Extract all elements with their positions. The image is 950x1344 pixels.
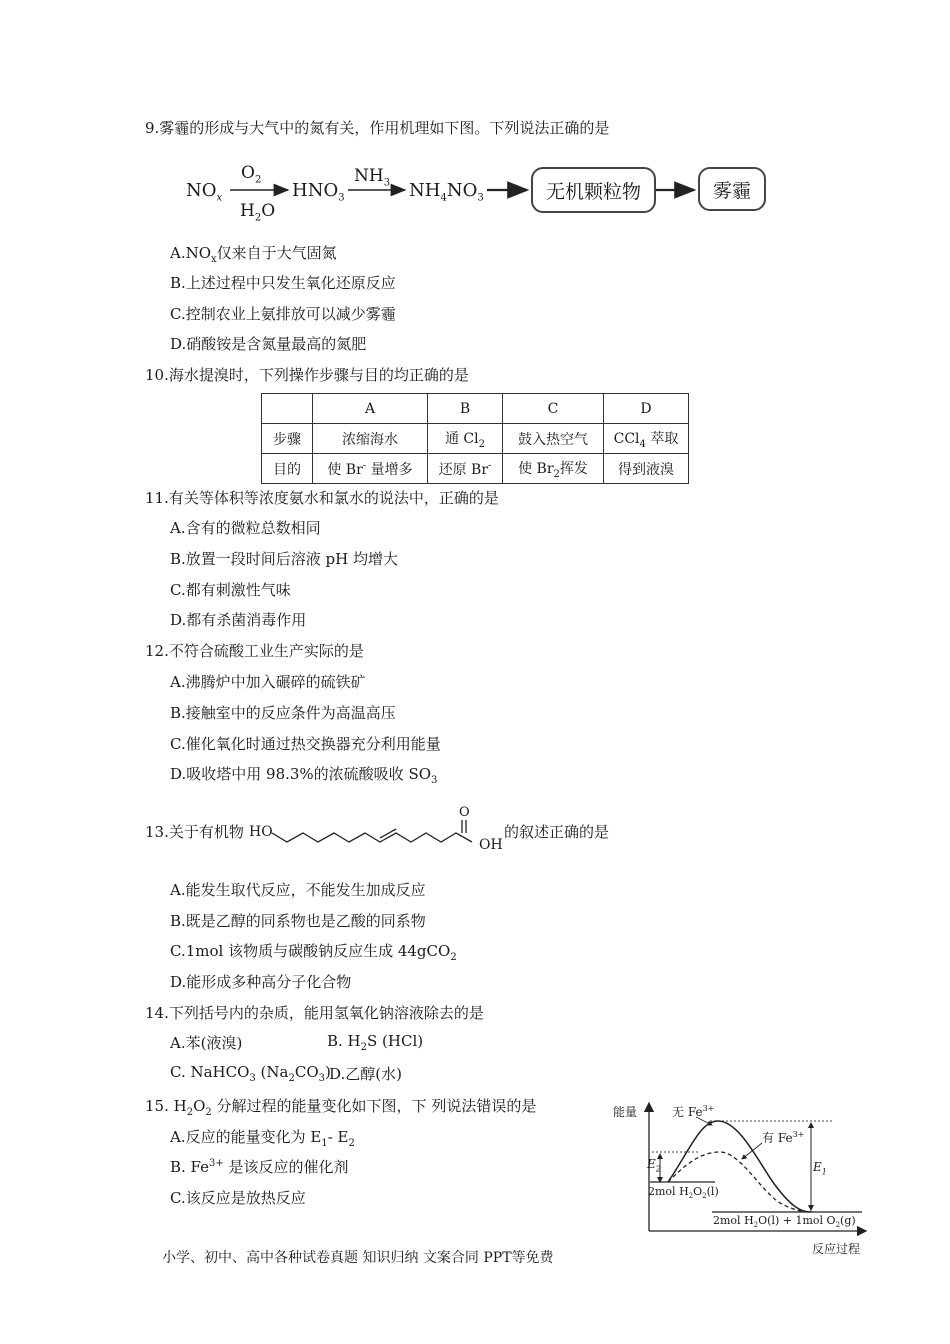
q15-option-a: A.反应的能量变化为 $E_1-$ $E_2$ <box>170 1128 355 1149</box>
e2-label: $E_2$ <box>647 1157 661 1174</box>
nox-label: $NO_x$ <box>186 180 223 204</box>
table-cell: A <box>313 394 428 424</box>
haze-box: 雾霾 <box>698 167 766 211</box>
o-label: O <box>459 805 470 820</box>
q9-stem: 9.雾霾的形成与大气中的氮有关，作用机理如下图。下列说法正确的是 <box>145 119 610 137</box>
q13-stem-post: 的叙述正确的是 <box>504 823 610 841</box>
q11-option-a: A.含有的微粒总数相同 <box>170 519 321 537</box>
q12-option-a: A.沸腾炉中加入碾碎的硫铁矿 <box>170 673 366 691</box>
q15-option-c: C.该反应是放热反应 <box>170 1189 306 1207</box>
table-cell: CCl$_4$ 萃取 <box>604 424 689 454</box>
q11-option-d: D.都有杀菌消毒作用 <box>170 611 307 629</box>
q9-option-d: D.硝酸铵是含氮量最高的氮肥 <box>170 335 367 353</box>
nh4no3-label: $NH_4NO_3$ <box>409 180 484 204</box>
q12-option-c: C.催化氧化时通过热交换器充分利用能量 <box>170 735 441 753</box>
q15-stem: 15. $H_2O_2$ 分解过程的能量变化如下图，下 列说法错误的是 <box>145 1097 537 1118</box>
hno3-label: $HNO_3$ <box>292 180 345 204</box>
q14-option-d: D.乙醇(水) <box>329 1065 402 1083</box>
table-cell: 使 $Br_2$挥发 <box>503 454 604 484</box>
q11-stem: 11.有关等体积等浓度氨水和氯水的说法中，正确的是 <box>145 489 499 507</box>
table-cell: 得到液溴 <box>604 454 689 484</box>
table-cell: 通 $Cl_2$ <box>428 424 503 454</box>
q10-stem: 10.海水提溴时，下列操作步骤与目的均正确的是 <box>145 366 469 384</box>
h2o-label: $H_2O$ <box>240 201 276 224</box>
nh3-label: $NH_3$ <box>354 166 391 189</box>
no-catalyst-label: 无 $Fe^{3+}$ <box>672 1104 715 1119</box>
o2-label: $O_2$ <box>241 163 262 186</box>
table-cell: C <box>503 394 604 424</box>
process-axis-label: 反应过程 <box>812 1242 861 1256</box>
table-cell: D <box>604 394 689 424</box>
q12-option-d: D.吸收塔中用 98.3%的浓硫酸吸收 $SO_3$ <box>170 765 438 786</box>
q13-option-b: B.既是乙醇的同系物也是乙酸的同系物 <box>170 912 426 930</box>
q13-option-a: A.能发生取代反应，不能发生加成反应 <box>170 881 426 899</box>
with-catalyst-label: 有 $Fe^{3+}$ <box>762 1130 805 1145</box>
table-cell: 目的 <box>262 454 313 484</box>
q13-option-d: D.能形成多种高分子化合物 <box>170 973 352 991</box>
q14-option-b: B. $H_2S$ (HCl) <box>327 1032 424 1053</box>
q9-option-c: C.控制农业上氨排放可以减少雾霾 <box>170 305 396 323</box>
table-cell: 还原 Br- <box>428 454 503 484</box>
ho-label: HO <box>249 824 273 840</box>
q14-option-c: C. NaHCO$_3$ $(Na_2CO_3)$ <box>170 1063 331 1084</box>
table-cell: 鼓入热空气 <box>503 424 604 454</box>
reactant-label: 2mol $H_2O_2(l)$ <box>648 1185 719 1201</box>
q14-stem: 14.下列括号内的杂质，能用氢氧化钠溶液除去的是 <box>145 1004 484 1022</box>
q12-option-b: B.接触室中的反应条件为高温高压 <box>170 704 396 722</box>
q14-option-a: A.苯(液溴) <box>170 1034 243 1052</box>
footer-text: 小学、初中、高中各种试卷真题 知识归纳 文案合同 PPT等免费 <box>162 1250 554 1266</box>
table-cell: 使 Br- 量增多 <box>313 454 428 484</box>
product-label: 2mol $H_2O(l) + 1mol$ $O_2(g)$ <box>713 1214 856 1230</box>
table-cell: B <box>428 394 503 424</box>
table-cell: 步骤 <box>262 424 313 454</box>
q11-option-c: C.都有刺激性气味 <box>170 581 291 599</box>
oh-label: OH <box>479 837 503 853</box>
particles-box: 无机颗粒物 <box>531 167 656 213</box>
energy-axis-label: 能量 <box>613 1105 638 1119</box>
q12-stem: 12.不符合硫酸工业生产实际的是 <box>145 642 364 660</box>
q11-option-b: B.放置一段时间后溶液 pH 均增大 <box>170 550 399 568</box>
table-cell: 浓缩海水 <box>313 424 428 454</box>
q15-option-b: B. $Fe^{3+}$ 是该反应的催化剂 <box>170 1158 349 1176</box>
q9-option-b: B.上述过程中只发生氧化还原反应 <box>170 274 396 292</box>
q9-option-a: $A.NO_x$仅来自于大气固氮 <box>170 244 337 265</box>
q13-stem-pre: 13.关于有机物 <box>145 823 244 841</box>
q13-option-c: C.1mol 该物质与碳酸钠反应生成 44gCO$_2$ <box>170 942 457 963</box>
e1-label: $E_1$ <box>813 1160 827 1177</box>
